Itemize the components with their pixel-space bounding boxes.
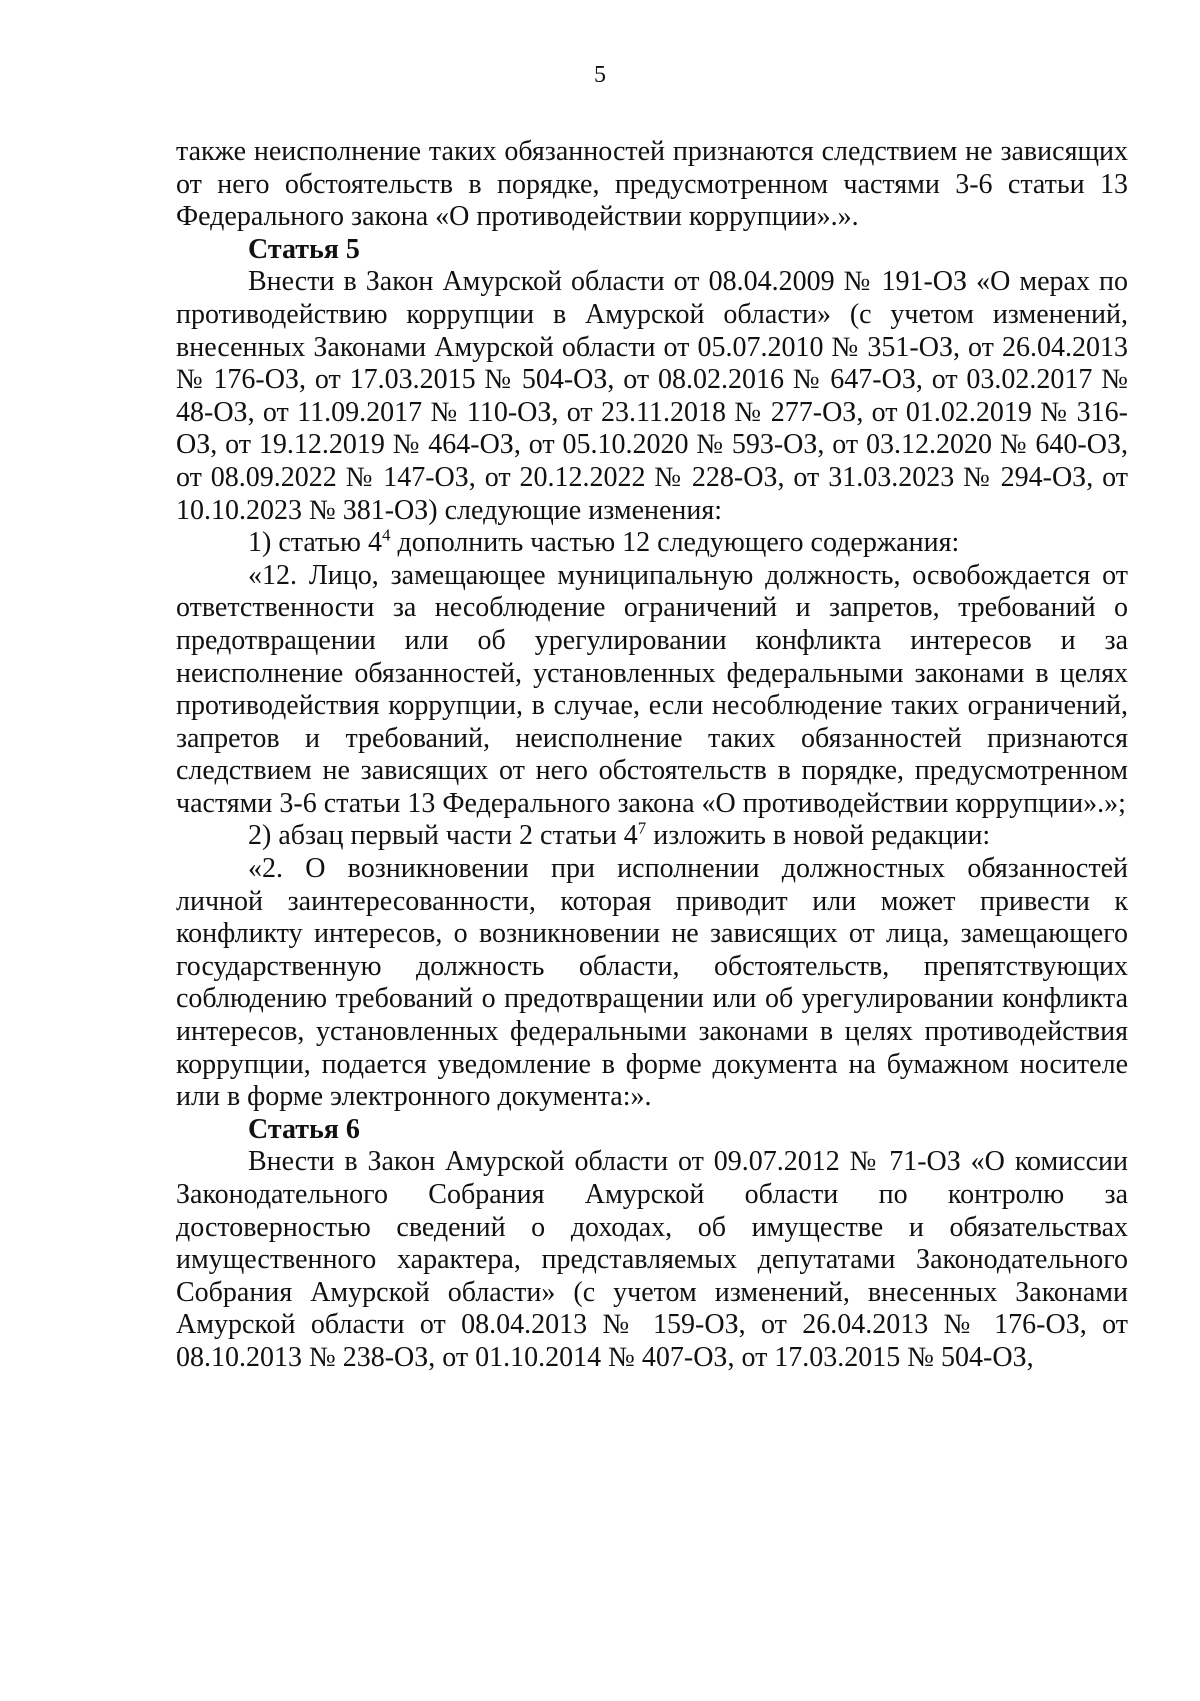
- paragraph-continuation: также неисполнение таких обязанностей признаются следствием не зависящих от него обстоятельств в порядке, предусмотренном частями 3-6 статьи 13 Федерального закона «О противодействии коррупции».».: [176, 136, 1128, 233]
- article-5-quote-2: «2. О возникновении при исполнении должностных обязанностей личной заинтересованности, которая приводит или может привести к конфликту интересов, о возникновении не зависящих от лица, замещающего государственную должность области, обстоятельств, препятствующих соблюдению требований о предотвращении или об урегулировании конфликта интересов, установленных федеральными законами в целях противодействия коррупции, подается уведомление в форме документа на бумажном носителе или в форме электронного документа:».: [176, 853, 1128, 1113]
- item-1-superscript: 4: [381, 525, 391, 545]
- item-2-text-end: изложить в новой редакции:: [646, 820, 991, 852]
- article-5-heading: Статья 5: [248, 233, 360, 265]
- document-body: [176, 136, 1128, 1375]
- page-number: 5: [594, 62, 606, 88]
- item-2-superscript: 7: [637, 819, 647, 839]
- article-5-intro: Внести в Закон Амурской области от 08.04.2009 № 191-ОЗ «О мерах по противодействию коррупции в Амурской области» (с учетом изменений, внесенных Законами Амурской области от 05.07.2010 № 351-ОЗ, от 26.04.2013 № 176-ОЗ, от 17.03.2015 № 504-ОЗ, от 08.02.2016 № 647-ОЗ, от 03.02.2017 № 48-ОЗ, от 11.09.2017 № 110-ОЗ, от 23.11.2018 № 277-ОЗ, от 01.02.2019 № 316-ОЗ, от 19.12.2019 № 464-ОЗ, от 05.10.2020 № 593-ОЗ, от 03.12.2020 № 640-ОЗ, от 08.09.2022 № 147-ОЗ, от 20.12.2022 № 228-ОЗ, от 31.03.2023 № 294-ОЗ, от 10.10.2023 № 381-ОЗ) следующие изменения:: [176, 266, 1128, 526]
- item-1-text-end: дополнить частью 12 следующего содержания:: [390, 527, 960, 559]
- article-5-quote-12: «12. Лицо, замещающее муниципальную должность, освобождается от ответственности за несоблюдение ограничений и запретов, требований о предотвращении или об урегулировании конфликта интересов и за неисполнение обязанностей, установленных федеральными законами в целях противодействия коррупции, в случае, если несоблюдение таких ограничений, запретов и требований, неисполнение таких обязанностей признаются следствием не зависящих от него обстоятельств в порядке, предусмотренном частями 3-6 статьи 13 Федерального закона «О противодействии коррупции».»;: [176, 559, 1128, 819]
- item-2-text-start: 2) абзац первый части 2 статьи 4: [248, 820, 638, 852]
- article-5-item-2: [176, 820, 1128, 853]
- article-6-intro: Внести в Закон Амурской области от 09.07.2012 № 71-ОЗ «О комиссии Законодательного Собрания Амурской области по контролю за достоверностью сведений о доходах, об имуществе и обязательствах имущественного характера, представляемых депутатами Законодательного Собрания Амурской области» (с учетом изменений, внесенных Законами Амурской области от 08.04.2013 № 159-ОЗ, от 26.04.2013 № 176-ОЗ, от 08.10.2013 № 238-ОЗ, от 01.10.2014 № 407-ОЗ, от 17.03.2015 № 504-ОЗ,: [176, 1146, 1128, 1373]
- article-5-item-1: [176, 527, 1128, 560]
- item-1-text-start: 1) статью 4: [248, 527, 382, 559]
- article-6-heading: Статья 6: [248, 1113, 360, 1145]
